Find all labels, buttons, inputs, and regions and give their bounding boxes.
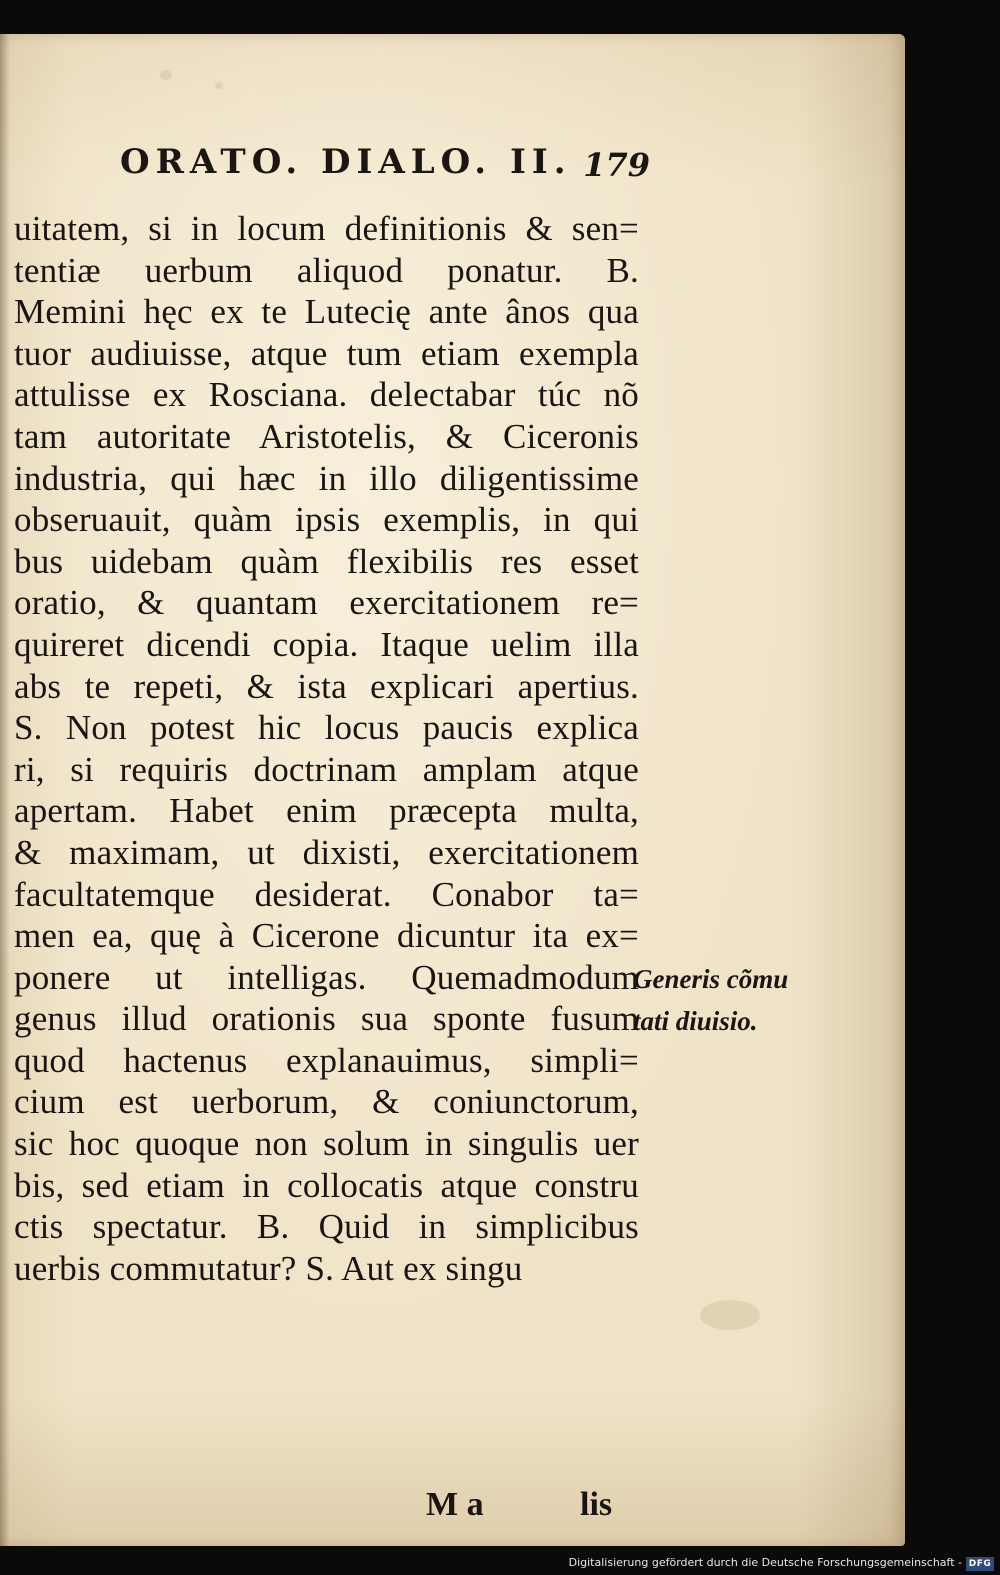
text-line: attulisse ex Rosciana. delectabar túc nõ bbox=[14, 375, 639, 415]
text-line: facultatemque desiderat. Conabor ta= bbox=[14, 874, 639, 914]
catchword: lis bbox=[580, 1486, 613, 1523]
text-line: quireret dicendi copia. Itaque uelim illa bbox=[14, 624, 639, 664]
page-header bbox=[120, 142, 650, 192]
text-line: tam autoritate Aristotelis, & Ciceronis bbox=[14, 416, 639, 456]
marginal-note-line: Generis cõmu bbox=[633, 964, 789, 994]
text-line: apertam. Habet enim præcepta multa, bbox=[14, 791, 639, 831]
signature-line bbox=[14, 1486, 639, 1530]
text-line: Memini hęc ex te Lutecię ante ânos qua bbox=[14, 292, 639, 332]
dfg-logo: DFG bbox=[966, 1557, 994, 1571]
folio-number: 179 bbox=[583, 146, 650, 184]
text-line: tentiæ uerbum aliquod ponatur. B. bbox=[14, 250, 639, 290]
text-line: bus uidebam quàm flexibilis res esset bbox=[14, 541, 639, 581]
text-line: oratio, & quantam exercitationem re= bbox=[14, 583, 639, 623]
paper-stain bbox=[160, 70, 172, 80]
text-line: uitatem, si in locum definitionis & sen= bbox=[14, 209, 639, 248]
main-text-block bbox=[14, 208, 639, 1523]
text-line: tuor audiuisse, atque tum etiam exempla bbox=[14, 333, 639, 373]
marginal-note bbox=[633, 958, 833, 1042]
signature-mark: M a bbox=[426, 1486, 484, 1523]
text-line: uerbis commutatur? S. Aut ex singu bbox=[14, 1248, 523, 1288]
text-line: men ea, quę à Cicerone dicuntur ita ex= bbox=[14, 916, 639, 956]
text-line: abs te repeti, & ista explicari apertius. bbox=[14, 666, 639, 706]
text-line: genus illud orationis sua sponte fusum bbox=[14, 999, 639, 1039]
text-line: obseruauit, quàm ipsis exemplis, in qui bbox=[14, 500, 639, 540]
text-line: industria, qui hæc in illo diligentissime bbox=[14, 458, 639, 498]
text-line: & maximam, ut dixisti, exercitationem bbox=[14, 832, 639, 872]
text-line: cium est uerborum, & coniunctorum, bbox=[14, 1082, 639, 1122]
text-line: quod hactenus explanauimus, simpli= bbox=[14, 1040, 639, 1080]
text-line: ctis spectatur. B. Quid in simplicibus bbox=[14, 1207, 639, 1247]
gutter-shadow bbox=[0, 34, 10, 1546]
paper-stain bbox=[215, 82, 223, 89]
digitization-credit: Digitalisierung gefördert durch die Deutsche Forschungsgemeinschaft - bbox=[568, 1556, 962, 1569]
running-title: ORATO. DIALO. II. bbox=[120, 142, 572, 182]
paper-stain bbox=[700, 1300, 760, 1330]
text-line: ponere ut intelligas. Quemadmodum bbox=[14, 957, 639, 997]
marginal-note-line: tati diuisio. bbox=[633, 1006, 758, 1036]
text-line: sic hoc quoque non solum in singulis uer bbox=[14, 1124, 639, 1164]
text-line: bis, sed etiam in collocatis atque constru bbox=[14, 1165, 639, 1205]
text-line: S. Non potest hic locus paucis explica bbox=[14, 708, 639, 748]
text-line: ri, si requiris doctrinam amplam atque bbox=[14, 749, 639, 789]
